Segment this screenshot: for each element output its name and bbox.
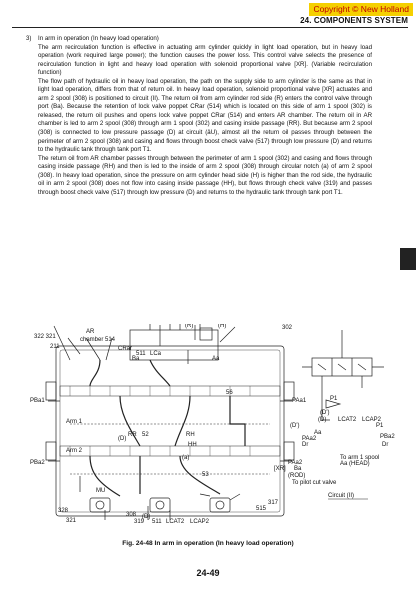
label-Dprime-schematic: (D') bbox=[320, 410, 330, 416]
page-number: 24-49 bbox=[196, 568, 220, 578]
label-319: 319 bbox=[134, 519, 145, 525]
label-H: (H) bbox=[218, 324, 227, 329]
item-heading: In arm in operation (In heavy load operation) bbox=[38, 35, 159, 42]
label-511-bottom: 511 bbox=[152, 519, 162, 525]
paragraph: The flow path of hydraulic oil in heavy load operation, the path on the supply side to arm cylinder is the same as that in light load operation, differs from that of return oil. In heavy load operation, solenoid proportional valve [XR] actuates and arm 2 spool (308) is positioned to circuit (II). The return oil from arm cylinder rod side (R) enters the control valve through port (Ba). Because the retention of lock valve poppet CRar (514) which is located on this side of arm 1 spool (302) is released, the return oil pushes and opens lock valve poppet CRar (514) and enters AR chamber. The return oil in AR chamber is led to arm 2 spool (308) through arm 1 spool (302) and casing inside passage (RR). But because arm 2 spool (308) is connected to low pressure passage (D) at circuit (âU), almost all the return oil passes through between the perimeter of arm 2 spool (308) and casing and flows through boost check valve (517) through low pressure (D) and returns to the hydraulic tank through tank port T1. bbox=[38, 77, 372, 154]
label-PAa1: PAa1 bbox=[292, 398, 307, 404]
label-52: 52 bbox=[142, 432, 149, 438]
label-Dr-right: Dr bbox=[382, 442, 389, 448]
label-to-arm1: To arm 1 spool bbox=[340, 455, 380, 461]
label-AR: AR bbox=[86, 329, 95, 335]
label-Aa: Aa bbox=[212, 356, 220, 362]
label-328: 328 bbox=[58, 508, 69, 514]
label-515: 515 bbox=[256, 506, 267, 512]
label-XR: [XR] bbox=[274, 466, 286, 472]
section-title: 24. COMPONENTS SYSTEM bbox=[300, 16, 408, 25]
label-ROD: (ROD) bbox=[288, 473, 306, 479]
chapter-tab bbox=[400, 248, 416, 270]
label-Ba-right: Ba bbox=[294, 466, 302, 472]
paragraph: The arm recirculation function is effective in actuating arm cylinder quickly in light load operation, but in heavy load operation (work required large power); the function causes the power loss. This control valve selects the presence of recirculation function in light and heavy load operation with solenoid proportional valve [XR]. (Variable recirculation function) bbox=[38, 43, 372, 77]
label-LCAT2: LCAT2 bbox=[166, 519, 185, 525]
label-HH: HH bbox=[188, 442, 197, 448]
label-P1-schematic: P1 bbox=[376, 423, 384, 429]
label-to-pilot: To pilot cut valve bbox=[292, 480, 337, 486]
label-LCAT2-schematic: LCAT2 bbox=[338, 417, 357, 423]
label-arm2: Arm 2 bbox=[66, 448, 83, 454]
label-D-mid: (D) bbox=[118, 436, 127, 442]
body-text bbox=[38, 35, 372, 197]
copyright-badge: Copyright © New Holland bbox=[309, 3, 413, 16]
label-Aa-head: Aa (HEAD) bbox=[340, 461, 370, 467]
label-chamber: chamber 514 bbox=[80, 337, 116, 343]
label-circuit: Circuit (II) bbox=[328, 493, 354, 499]
label-322-321: 322 321 bbox=[34, 334, 56, 340]
label-Ba: Ba bbox=[132, 356, 140, 362]
label-Dr-left: Dr bbox=[302, 442, 309, 448]
label-RH: RH bbox=[186, 432, 195, 438]
label-MU: MU bbox=[96, 488, 106, 494]
label-LCa: LCa bbox=[150, 351, 162, 357]
header-rule bbox=[12, 27, 408, 28]
figure-caption: Fig. 24-48 In arm in operation (In heavy load operation) bbox=[122, 540, 294, 547]
label-D-schematic: (D) bbox=[318, 417, 327, 423]
label-211: 211 bbox=[50, 344, 60, 350]
label-a: (a) bbox=[182, 455, 190, 461]
label-PBa2: PBa2 bbox=[30, 460, 45, 466]
label-Dprime: (D') bbox=[290, 423, 300, 429]
label-302: 302 bbox=[282, 325, 293, 331]
label-317: 317 bbox=[268, 500, 279, 506]
label-arm1: Arm 1 bbox=[66, 419, 83, 425]
valve-cross-section bbox=[30, 324, 400, 538]
label-PBa1: PBa1 bbox=[30, 398, 45, 404]
label-RR: RR bbox=[128, 432, 137, 438]
label-LCAP2-schematic: LCAP2 bbox=[362, 417, 382, 423]
label-PBa2-schematic: PBa2 bbox=[380, 434, 395, 440]
label-P1: P1 bbox=[330, 396, 338, 402]
label-R: (R) bbox=[185, 324, 194, 329]
label-D-bottom: (D) bbox=[142, 514, 151, 520]
label-CRar: CRar bbox=[118, 346, 133, 352]
label-53: 53 bbox=[202, 472, 209, 478]
label-321: 321 bbox=[66, 518, 77, 524]
paragraph: The return oil from AR chamber passes through between the perimeter of arm 1 spool (302) and casing and flows through casing inside passage (RH) and then is led to the inside of arm 2 spool (308) through circular notch (a) of arm 2 spool (308). In heavy load operation, since the pressure on arm cylinder head side (H) is higher than the rod side, the hydraulic oil in arm 2 spool (308) does not flow into casing inside passage (HH), but flows through check valve (319) and passes through boost check valve (517) through low pressure (D) and returns to the hydraulic tank through tank port T1. bbox=[38, 154, 372, 196]
label-308: 308 bbox=[126, 512, 137, 518]
label-PAa2: PAa2 bbox=[288, 460, 303, 466]
label-56: 56 bbox=[226, 390, 233, 396]
item-number: 3) bbox=[26, 35, 32, 42]
label-511: 511 bbox=[136, 351, 146, 357]
hydraulic-diagram bbox=[30, 324, 400, 538]
label-PAa2-schematic: PAa2 bbox=[302, 436, 317, 442]
label-Aa-schematic: Aa bbox=[314, 430, 322, 436]
label-LCAP2: LCAP2 bbox=[190, 519, 210, 525]
